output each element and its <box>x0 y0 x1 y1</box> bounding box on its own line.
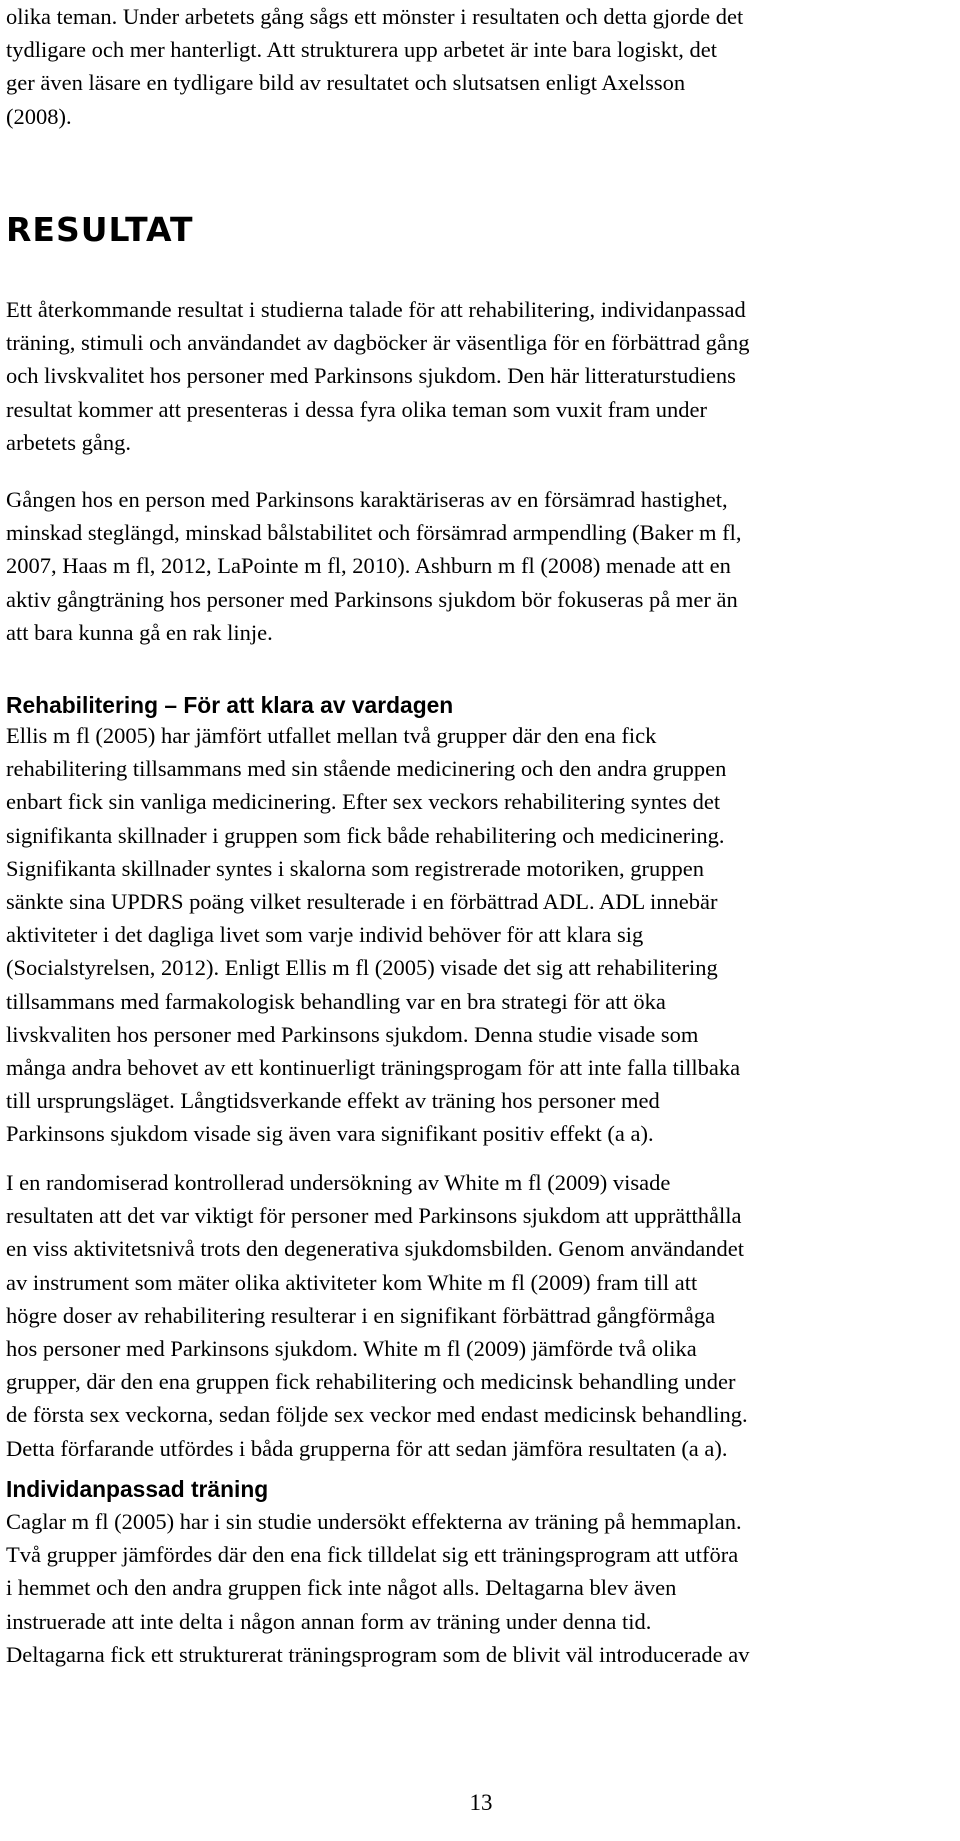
text-line: tillsammans med farmakologisk behandling var en bra strategi för att öka <box>6 988 666 1014</box>
text-line: Två grupper jämfördes där den ena fick tilldelat sig ett träningsprogram att utföra <box>6 1542 739 1568</box>
text-line: Caglar m fl (2005) har i sin studie undersökt effekterna av träning på hemmaplan. <box>6 1509 742 1534</box>
text-line: I en randomiserad kontrollerad undersökning av White m fl (2009) visade <box>6 1170 671 1195</box>
text-line: Deltagarna fick ett strukturerat träningsprogram som de blivit väl introducerade av <box>6 1641 750 1667</box>
text-line: enbart fick sin vanliga medicinering. Efter sex veckors rehabilitering syntes det <box>6 789 721 815</box>
text-line: (Socialstyrelsen, 2012). Enligt Ellis m fl (2005) visade det sig att rehabilitering <box>6 955 718 981</box>
text-line: aktiviteter i det dagliga livet som varje individ behöver för att klara sig <box>6 922 644 948</box>
text-line: de första sex veckorna, sedan följde sex veckor med endast medicinsk behandling. <box>6 1402 748 1428</box>
text-line: tydligare och mer hanterligt. Att strukturera upp arbetet är inte bara logiskt, det <box>6 37 718 63</box>
text-line: i hemmet och den andra gruppen fick inte något alls. Deltagarna blev även <box>6 1575 677 1601</box>
text-line: Parkinsons sjukdom visade sig även vara signifikant positiv effekt (a a). <box>6 1121 654 1147</box>
text-line: arbetets gång. <box>6 429 131 455</box>
text-line: (2008). <box>6 103 72 129</box>
text-line: och livskvalitet hos personer med Parkinsons sjukdom. Den här litteraturstudiens <box>6 363 736 389</box>
text-line: aktiv gångträning hos personer med Parkinsons sjukdom bör fokuseras på mer än <box>6 586 738 612</box>
text-line: resultaten att det var viktigt för personer med Parkinsons sjukdom att upprätthålla <box>6 1203 742 1229</box>
text-line: hos personer med Parkinsons sjukdom. White m fl (2009) jämförde två olika <box>6 1336 697 1362</box>
text-line: minskad steglängd, minskad bålstabilitet och försämrad armpendling (Baker m fl, <box>6 520 742 546</box>
text-line: ger även läsare en tydligare bild av resultatet och slutsatsen enligt Axelsson <box>6 70 686 96</box>
text-line: många andra behovet av ett kontinuerligt träningsprogam för att inte falla tillbaka <box>6 1055 741 1081</box>
text-line: Gången hos en person med Parkinsons karaktäriseras av en försämrad hastighet, <box>6 487 728 512</box>
indiv-paragraph <box>6 1505 750 1671</box>
gangen-paragraph <box>6 483 741 649</box>
text-line: livskvaliten hos personer med Parkinsons sjukdom. Denna studie visade som <box>6 1021 699 1047</box>
text-line: rehabilitering tillsammans med sin stående medicinering och den andra gruppen <box>6 756 727 782</box>
text-line: Detta förfarande utfördes i båda grupperna för att sedan jämföra resultaten (a a). <box>6 1435 728 1461</box>
indiv-heading: Individanpassad träning <box>6 1476 269 1502</box>
text-line: en viss aktivitetsnivå trots den degenerativa sjukdomsbilden. Genom användandet <box>6 1236 744 1262</box>
rehab-heading: Rehabilitering – För att klara av vardagen <box>6 692 454 718</box>
text-line: att bara kunna gå en rak linje. <box>6 619 273 645</box>
text-line: resultat kommer att presenteras i dessa fyra olika teman som vuxit fram under <box>6 396 708 422</box>
white-paragraph <box>6 1166 748 1465</box>
text-line: instruerade att inte delta i någon annan form av träning under denna tid. <box>6 1608 652 1634</box>
text-line: Signifikanta skillnader syntes i skalorna som registrerade motoriken, gruppen <box>6 855 704 881</box>
text-line: grupper, där den ena gruppen fick rehabilitering och medicinsk behandling under <box>6 1369 736 1395</box>
text-line: 2007, Haas m fl, 2012, LaPointe m fl, 2010). Ashburn m fl (2008) menade att en <box>6 553 731 579</box>
text-line: av instrument som mäter olika aktiviteter kom White m fl (2009) fram till att <box>6 1269 698 1295</box>
text-line: till ursprungsläget. Långtidsverkande effekt av träning hos personer med <box>6 1088 660 1114</box>
section-title: RESULTAT <box>6 210 194 249</box>
resultat-paragraph <box>6 293 749 459</box>
text-line: Ett återkommande resultat i studierna talade för att rehabilitering, individanpassad <box>6 297 746 322</box>
document-page <box>6 0 956 1841</box>
rehab-paragraph <box>6 719 740 1151</box>
intro-paragraph <box>6 0 743 133</box>
text-line: olika teman. Under arbetets gång sågs ett mönster i resultaten och detta gjorde det <box>6 4 744 29</box>
text-line: signifikanta skillnader i gruppen som fick både rehabilitering och medicinering. <box>6 822 725 848</box>
text-line: högre doser av rehabilitering resulterar i en signifikant förbättrad gångförmåga <box>6 1302 716 1328</box>
text-line: träning, stimuli och användandet av dagböcker är väsentliga för en förbättrad gång <box>6 330 750 356</box>
text-line: Ellis m fl (2005) har jämfört utfallet mellan två grupper där den ena fick <box>6 723 657 748</box>
text-line: sänkte sina UPDRS poäng vilket resulterade i en förbättrad ADL. ADL innebär <box>6 889 718 915</box>
page-number: 13 <box>469 1790 493 1815</box>
